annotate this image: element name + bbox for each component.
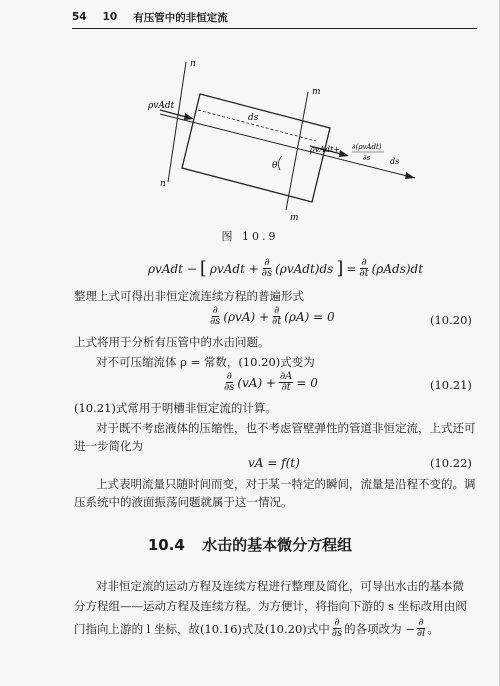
frac-denominator: ∂s — [224, 382, 235, 393]
paragraph-continuity-intro: 整理上式可得出非恒定流连续方程的普遍形式 — [74, 289, 304, 303]
equation-10-21 — [224, 372, 318, 393]
paragraph-rigid-pipe-2: 进一步简化为 — [74, 439, 143, 453]
section-heading — [0, 534, 500, 555]
paragraph-open-channel: (10.21)式常用于明槽非恒定流的计算。 — [74, 401, 277, 415]
equation-number-10-22: (10.22) — [430, 456, 472, 470]
frac-numerator: ∂ — [226, 371, 232, 382]
eq1021-term2: = 0 — [296, 375, 318, 390]
eq-balance-rhs-fraction — [359, 258, 368, 279]
label-inflow: ρvAdt — [148, 101, 175, 111]
paragraph-derivation-1: 对非恒定流的运动方程及连续方程进行整理及简化，可导出水击的基本微 — [96, 579, 464, 593]
equation-10-22 — [248, 456, 300, 470]
label-n-top: n — [190, 59, 196, 69]
derivation-text-c: 。 — [427, 621, 439, 636]
derivation-frac-dl — [417, 618, 425, 639]
label-m-bottom: m — [290, 213, 299, 223]
label-n-bottom: n — [160, 179, 166, 189]
pipe-element-diagram — [120, 50, 430, 225]
section-title-text: 水击的基本微分方程组 — [202, 536, 353, 554]
frac-numerator: ∂ — [212, 305, 218, 316]
label-outflow-frac-den: ∂s — [363, 154, 371, 162]
page-number: 54 — [72, 11, 87, 23]
frac-denominator: ∂t — [272, 316, 282, 327]
label-ds: ds — [248, 113, 259, 123]
theta-arc — [278, 156, 282, 170]
equals-sign: = — [346, 261, 357, 276]
frac-denominator: ∂t — [359, 268, 369, 279]
frac-numerator: ∂ — [418, 617, 424, 628]
frac-numerator: ∂ — [334, 617, 340, 628]
frac-denominator: ∂s — [331, 628, 343, 639]
label-outflow-frac-num: ∂(ρvAdt) — [352, 143, 382, 151]
figure-caption: 图 10.9 — [221, 230, 279, 243]
eq1021-frac1 — [224, 372, 234, 393]
paragraph-surge-1: 上式表明流量只随时间而变，对于某一特定的瞬间，流量是沿程不变的。调 — [96, 477, 476, 491]
eq1020-term2: (ρA) = 0 — [284, 309, 335, 324]
eq1022-body: vA = f(t) — [248, 456, 300, 470]
paragraph-water-hammer-note: 上式将用于分析有压管中的水击问题。 — [74, 335, 270, 349]
paragraph-derivation-3 — [74, 618, 439, 639]
label-outflow: ρvAdt+ — [310, 145, 341, 154]
section-number: 10.4 — [147, 536, 185, 554]
frac-numerator: ∂ — [274, 305, 280, 316]
label-ds-axis: ds — [390, 157, 400, 166]
right-bracket: ] — [336, 258, 344, 279]
s-axis-arrowhead — [405, 172, 415, 179]
balance-equation — [148, 258, 423, 279]
eq1020-frac2 — [272, 306, 281, 327]
outflow-arrowhead — [339, 150, 349, 157]
derivation-text-b: 的各项改为 − — [344, 621, 415, 636]
derivation-text-a: 门指向上游的 l 坐标，故(10.16)式及(10.20)式中 — [74, 621, 330, 636]
chapter-title: 有压管中的非恒定流 — [133, 11, 228, 24]
label-m-top: m — [312, 87, 321, 97]
eq1021-term1: (vA) + — [237, 375, 276, 390]
left-bracket: [ — [199, 258, 207, 279]
equation-number-10-21: (10.21) — [430, 378, 472, 392]
eq-balance-lhs: ρvAdt − — [148, 261, 197, 276]
frac-denominator: ∂s — [261, 268, 273, 279]
eq-balance-bracket-term: ρvAdt + — [209, 261, 259, 276]
equation-number-10-20: (10.20) — [430, 313, 472, 327]
eq-balance-fraction — [262, 258, 272, 279]
eq1021-frac2 — [279, 372, 293, 393]
label-theta: θ — [272, 161, 278, 171]
paragraph-rigid-pipe-1: 对于既不考虑液体的压缩性，也不考虑管壁弹性的管道非恒定流，上式还可 — [96, 421, 476, 435]
eq-balance-rhs: (ρAds)dt — [371, 261, 424, 276]
paragraph-derivation-2: 分方程组——运动方程及连续方程。为方便计，将指向下游的 s 坐标改用由阀 — [74, 599, 467, 613]
frac-numerator: ∂ — [264, 257, 270, 268]
eq1020-frac1 — [210, 306, 220, 327]
frac-denominator: ∂l — [416, 628, 426, 639]
frac-numerator: ∂A — [280, 371, 293, 382]
derivation-frac-ds — [332, 618, 342, 639]
running-header — [72, 6, 477, 29]
paragraph-incompressible: 对不可压缩流体 ρ = 常数，(10.20)式变为 — [96, 355, 315, 369]
chapter-number: 10 — [102, 11, 118, 23]
equation-10-20 — [210, 306, 335, 327]
eq-balance-bracket-term-b: (ρvAdt)ds — [275, 261, 334, 276]
frac-numerator: ∂ — [361, 257, 367, 268]
inflow-arrowhead — [184, 113, 194, 120]
control-volume-box — [182, 94, 330, 202]
frac-denominator: ∂s — [210, 316, 221, 327]
section-line-m — [286, 92, 308, 210]
eq1020-term1: (ρvA) + — [223, 309, 270, 324]
frac-denominator: ∂t — [281, 382, 291, 393]
paragraph-surge-2: 压系统中的液面振荡问题就属于这一情况。 — [74, 495, 293, 509]
